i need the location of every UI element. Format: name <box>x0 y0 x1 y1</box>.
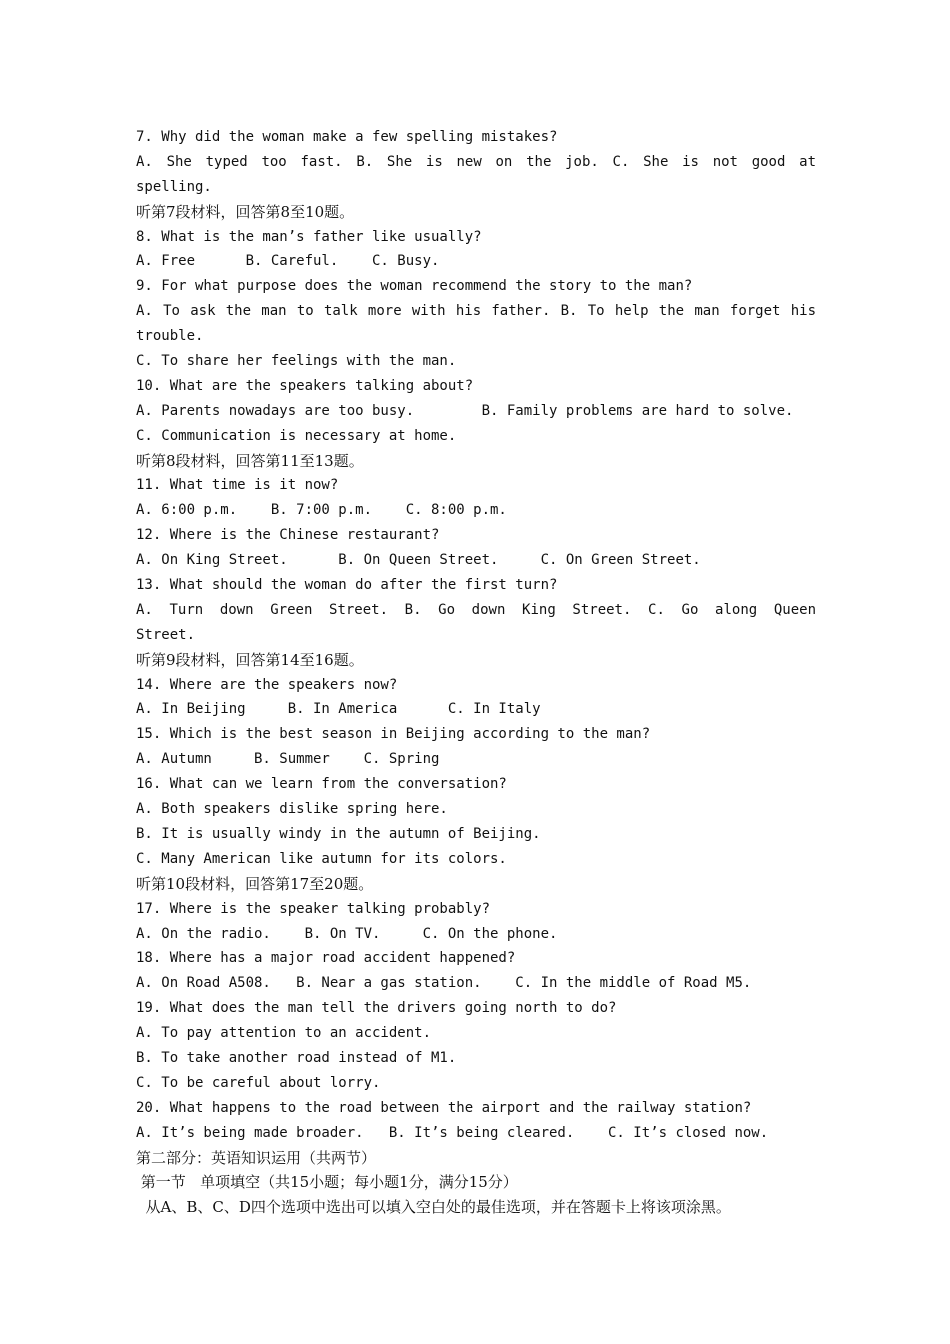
question-line: A. Both speakers dislike spring here. <box>136 801 448 818</box>
question-line: A. It’s being made broader. B. It’s being cleared. C. It’s closed now. <box>136 1124 769 1141</box>
section-heading: 第一节 单项填空（共15小题；每小题1分，满分15分） <box>136 1173 518 1192</box>
question-line: B. To take another road instead of M1. <box>136 1049 457 1066</box>
section-heading: 从A、B、C、D四个选项中选出可以填入空白处的最佳选项，并在答题卡上将该项涂黑。 <box>136 1198 731 1217</box>
question-line: 8. What is the man’s father like usually? <box>136 228 482 245</box>
question-line: 18. Where has a major road accident happened? <box>136 950 516 967</box>
question-line: 7. Why did the woman make a few spelling mistakes? <box>136 129 558 145</box>
section-heading: 听第9段材料，回答第14至16题。 <box>136 650 364 669</box>
question-line: 9. For what purpose does the woman recommend the story to the man? <box>136 278 693 295</box>
question-line: A. To ask the man to talk more with his father. B. To help the man forget his <box>136 303 816 320</box>
question-line: A. Free B. Careful. C. Busy. <box>136 253 440 270</box>
section-heading: 听第7段材料，回答第8至10题。 <box>136 202 355 221</box>
section-heading: 第二部分：英语知识运用（共两节） <box>136 1148 377 1167</box>
question-line: 16. What can we learn from the conversation? <box>136 776 507 793</box>
question-line: 15. Which is the best season in Beijing according to the man? <box>136 726 651 743</box>
question-line: A. On King Street. B. On Queen Street. C. On Green Street. <box>136 552 701 569</box>
question-line: A. On Road A508. B. Near a gas station. C. In the middle of Road M5. <box>136 975 752 992</box>
question-line: 19. What does the man tell the drivers going north to do? <box>136 1000 617 1017</box>
question-line: A. She typed too fast. B. She is new on the job. C. She is not good at <box>136 153 816 170</box>
question-line: C. To be careful about lorry. <box>136 1074 381 1091</box>
question-line: 11. What time is it now? <box>136 477 339 494</box>
question-line: A. Turn down Green Street. B. Go down King Street. C. Go along Queen <box>136 601 816 618</box>
exam-page <box>136 125 816 1220</box>
question-line: A. Parents nowadays are too busy. B. Family problems are hard to solve. <box>136 402 794 419</box>
question-line: A. To pay attention to an accident. <box>136 1025 432 1042</box>
question-line: 13. What should the woman do after the first turn? <box>136 577 558 594</box>
question-line: C. Many American like autumn for its colors. <box>136 850 507 867</box>
question-line: Street. <box>136 626 196 643</box>
question-line: 14. Where are the speakers now? <box>136 676 398 693</box>
question-line: C. To share her feelings with the man. <box>136 353 457 370</box>
question-line: A. Autumn B. Summer C. Spring <box>136 751 440 768</box>
question-line: A. 6:00 p.m. B. 7:00 p.m. C. 8:00 p.m. <box>136 502 507 519</box>
question-line: 20. What happens to the road between the airport and the railway station? <box>136 1099 752 1116</box>
question-line: B. It is usually windy in the autumn of Beijing. <box>136 825 541 842</box>
question-line: 10. What are the speakers talking about? <box>136 377 474 394</box>
question-line: A. On the radio. B. On TV. C. On the phone. <box>136 925 558 942</box>
question-line: 17. Where is the speaker talking probably? <box>136 900 491 917</box>
question-line: spelling. <box>136 178 212 195</box>
question-line: A. In Beijing B. In America C. In Italy <box>136 701 541 718</box>
section-heading: 听第10段材料，回答第17至20题。 <box>136 874 374 893</box>
question-line: 12. Where is the Chinese restaurant? <box>136 527 440 544</box>
section-heading: 听第8段材料，回答第11至13题。 <box>136 451 364 470</box>
question-line: trouble. <box>136 328 204 345</box>
question-line: C. Communication is necessary at home. <box>136 427 457 444</box>
